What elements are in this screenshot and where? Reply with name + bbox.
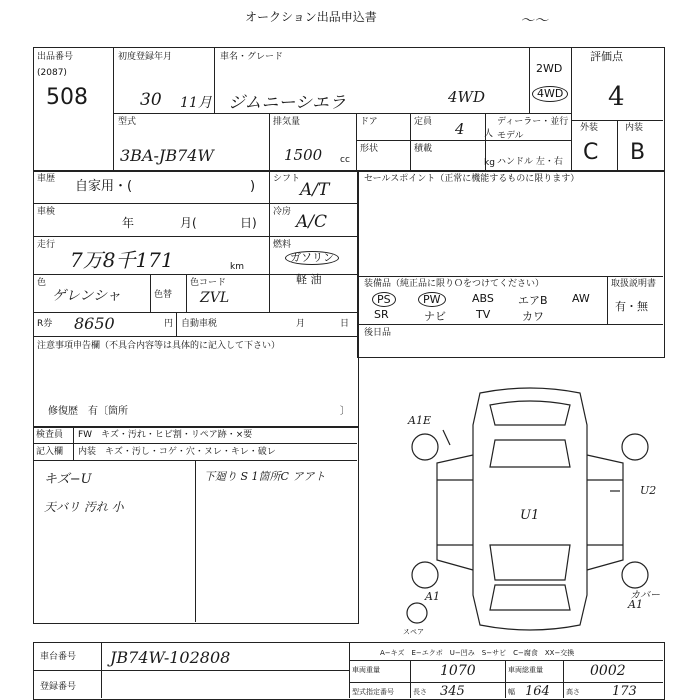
chassis-label: 車台番号 xyxy=(40,652,77,662)
color-code-label: 色コード xyxy=(190,278,227,288)
width-label: 幅 xyxy=(508,688,515,696)
car-drive: 4WD xyxy=(448,88,485,106)
gvw-label: 車両総重量 xyxy=(508,666,543,674)
cert-label: 型式指定番号 xyxy=(352,688,394,696)
model-label: 型式 xyxy=(118,117,137,127)
equip-airbag: エアB xyxy=(518,294,548,307)
fuel-gas: ガソリン xyxy=(285,251,339,265)
height-value: 173 xyxy=(612,684,637,699)
weight-value: 1070 xyxy=(440,663,476,679)
equip-pw: PW xyxy=(418,292,446,307)
recycle-unit: 円 xyxy=(164,319,174,329)
right-block xyxy=(357,170,665,358)
equip-tv: TV xyxy=(476,308,491,321)
capacity-value: 4 xyxy=(455,120,465,138)
dmg-cover-a1: A1 xyxy=(628,598,643,611)
int-score: B xyxy=(630,140,646,165)
equip-navi: ナビ xyxy=(424,310,446,323)
length-label: 長さ xyxy=(413,688,427,696)
disp-value: 1500 xyxy=(284,146,323,164)
dmg-a1: A1 xyxy=(425,590,440,603)
width-value: 164 xyxy=(525,684,550,699)
disp-label: 排気量 xyxy=(273,117,301,127)
check-row-1: FW キズ・汚れ・ヒビ割・リペア跡・×要 xyxy=(78,430,253,440)
disp-unit: cc xyxy=(340,155,350,165)
dmg-a1e: A1E xyxy=(408,414,431,427)
fuel-label: 燃料 xyxy=(273,240,292,250)
load-unit: kg xyxy=(484,158,495,168)
check-label-2: 記入欄 xyxy=(36,447,64,457)
color-code: ZVL xyxy=(200,290,230,306)
remark-line-2: 天バリ 汚れ 小 xyxy=(44,500,124,514)
fuel-diesel: 軽 油 xyxy=(296,273,322,286)
int-label: 内装 xyxy=(625,123,644,133)
car-label: 車名・グレード xyxy=(220,52,284,62)
tax-day: 日 xyxy=(340,319,350,329)
color-value: ゲレンシャ xyxy=(52,288,121,304)
recycle-value: 8650 xyxy=(74,314,115,333)
damage-legend: A−キズ E−エクボ U−凹み S−サビ C−腐食 XX−交換 xyxy=(380,649,575,657)
remark-line-3: 下廻り S 1箇所C アアト xyxy=(204,470,326,483)
check-row-2: 内装 キズ・汚し・コゲ・穴・ヌレ・キレ・破レ xyxy=(78,447,276,457)
color-change-label: 色替 xyxy=(154,290,173,300)
header-scribble: 〜〜 xyxy=(520,13,548,29)
gvw-value: 0002 xyxy=(590,663,626,679)
repair-label: 修復歴 有〔箇所 xyxy=(48,406,128,417)
model-value: 3BA-JB74W xyxy=(120,146,214,165)
notes-label: 注意事項申告欄（不具合内容等は具体的に記入して下さい） xyxy=(37,341,281,351)
load-label: 積載 xyxy=(414,144,433,154)
mileage-value: 7万8千171 xyxy=(70,248,174,272)
height-label: 高さ xyxy=(566,688,580,696)
tax-label: 自動車税 xyxy=(181,319,218,329)
ac-value: A/C xyxy=(296,212,328,232)
lot-number: 508 xyxy=(46,85,88,110)
mileage-label: 走行 xyxy=(37,240,56,250)
score-label: 評価点 xyxy=(590,50,623,63)
plate-label: 登録番号 xyxy=(40,682,77,692)
dmg-u2: U2 xyxy=(640,484,657,497)
mileage-unit: km xyxy=(230,262,244,272)
form-title: オークション出品申込書 xyxy=(245,10,377,24)
equip-sr: SR xyxy=(374,308,389,321)
color-label: 色 xyxy=(37,278,47,288)
shift-value: A/T xyxy=(300,180,330,200)
spare-value: 有・無 xyxy=(615,300,648,313)
dmg-cover: カバー xyxy=(630,590,660,601)
handle-label: ハンドル 左・右 xyxy=(497,157,563,167)
dealer-model: モデル xyxy=(497,131,524,141)
dmg-u1: U1 xyxy=(520,508,540,523)
reg-month: 11月 xyxy=(180,95,212,111)
chassis-value: JB74W-102808 xyxy=(110,648,231,667)
dealer-label: ディーラー・並行 xyxy=(497,117,569,127)
equipment-label: 装備品（純正品に限りＯをつけてください） xyxy=(364,279,545,289)
drive-2wd: 2WD xyxy=(536,62,563,75)
remark-line-1: キズ−U xyxy=(44,472,92,487)
inspection-month: 月( xyxy=(180,216,197,230)
reg-year: 30 xyxy=(140,90,162,110)
check-label-1: 検査員 xyxy=(36,430,64,440)
equip-ps: PS xyxy=(372,292,396,307)
recycle-label: R券 xyxy=(37,319,53,329)
equip-aw: AW xyxy=(572,292,590,305)
weight-label: 車両重量 xyxy=(352,666,380,674)
doors-label: ドア xyxy=(360,117,378,127)
inspection-year: 年 xyxy=(122,216,135,230)
use-label: 車歴 xyxy=(37,174,56,184)
equip-abs: ABS xyxy=(472,292,494,305)
length-value: 345 xyxy=(440,684,465,699)
sales-point-label: セールスポイント（正常に機能するものに限ります） xyxy=(364,174,580,184)
use-close: ) xyxy=(250,179,256,194)
use-value: 自家用・( xyxy=(75,179,133,194)
shape-label: 形状 xyxy=(360,144,379,154)
equip-leather: カワ xyxy=(522,310,544,323)
tax-month: 月 xyxy=(296,319,306,329)
ac-label: 冷房 xyxy=(273,207,292,217)
reg-label: 初度登録年月 xyxy=(118,52,173,62)
ext-label: 外装 xyxy=(580,123,599,133)
shift-label: シフト xyxy=(273,174,301,184)
ext-score: C xyxy=(583,140,599,165)
lot-label: 出品番号 xyxy=(37,52,74,62)
repair-close: 〕 xyxy=(340,406,350,417)
spare-label: 取扱説明書 xyxy=(611,279,657,289)
rear-label: 後日品 xyxy=(364,328,392,338)
inspection-label: 車検 xyxy=(37,207,56,217)
capacity-unit: 人 xyxy=(484,129,494,139)
lot-code: (2087) xyxy=(37,68,67,78)
inspection-day: 日) xyxy=(240,216,257,230)
spare-tire-label: スペア xyxy=(403,628,424,636)
drive-4wd: 4WD xyxy=(532,86,568,102)
score-value: 4 xyxy=(608,82,625,112)
capacity-label: 定員 xyxy=(414,117,433,127)
car-name: ジムニーシエラ xyxy=(228,93,346,113)
